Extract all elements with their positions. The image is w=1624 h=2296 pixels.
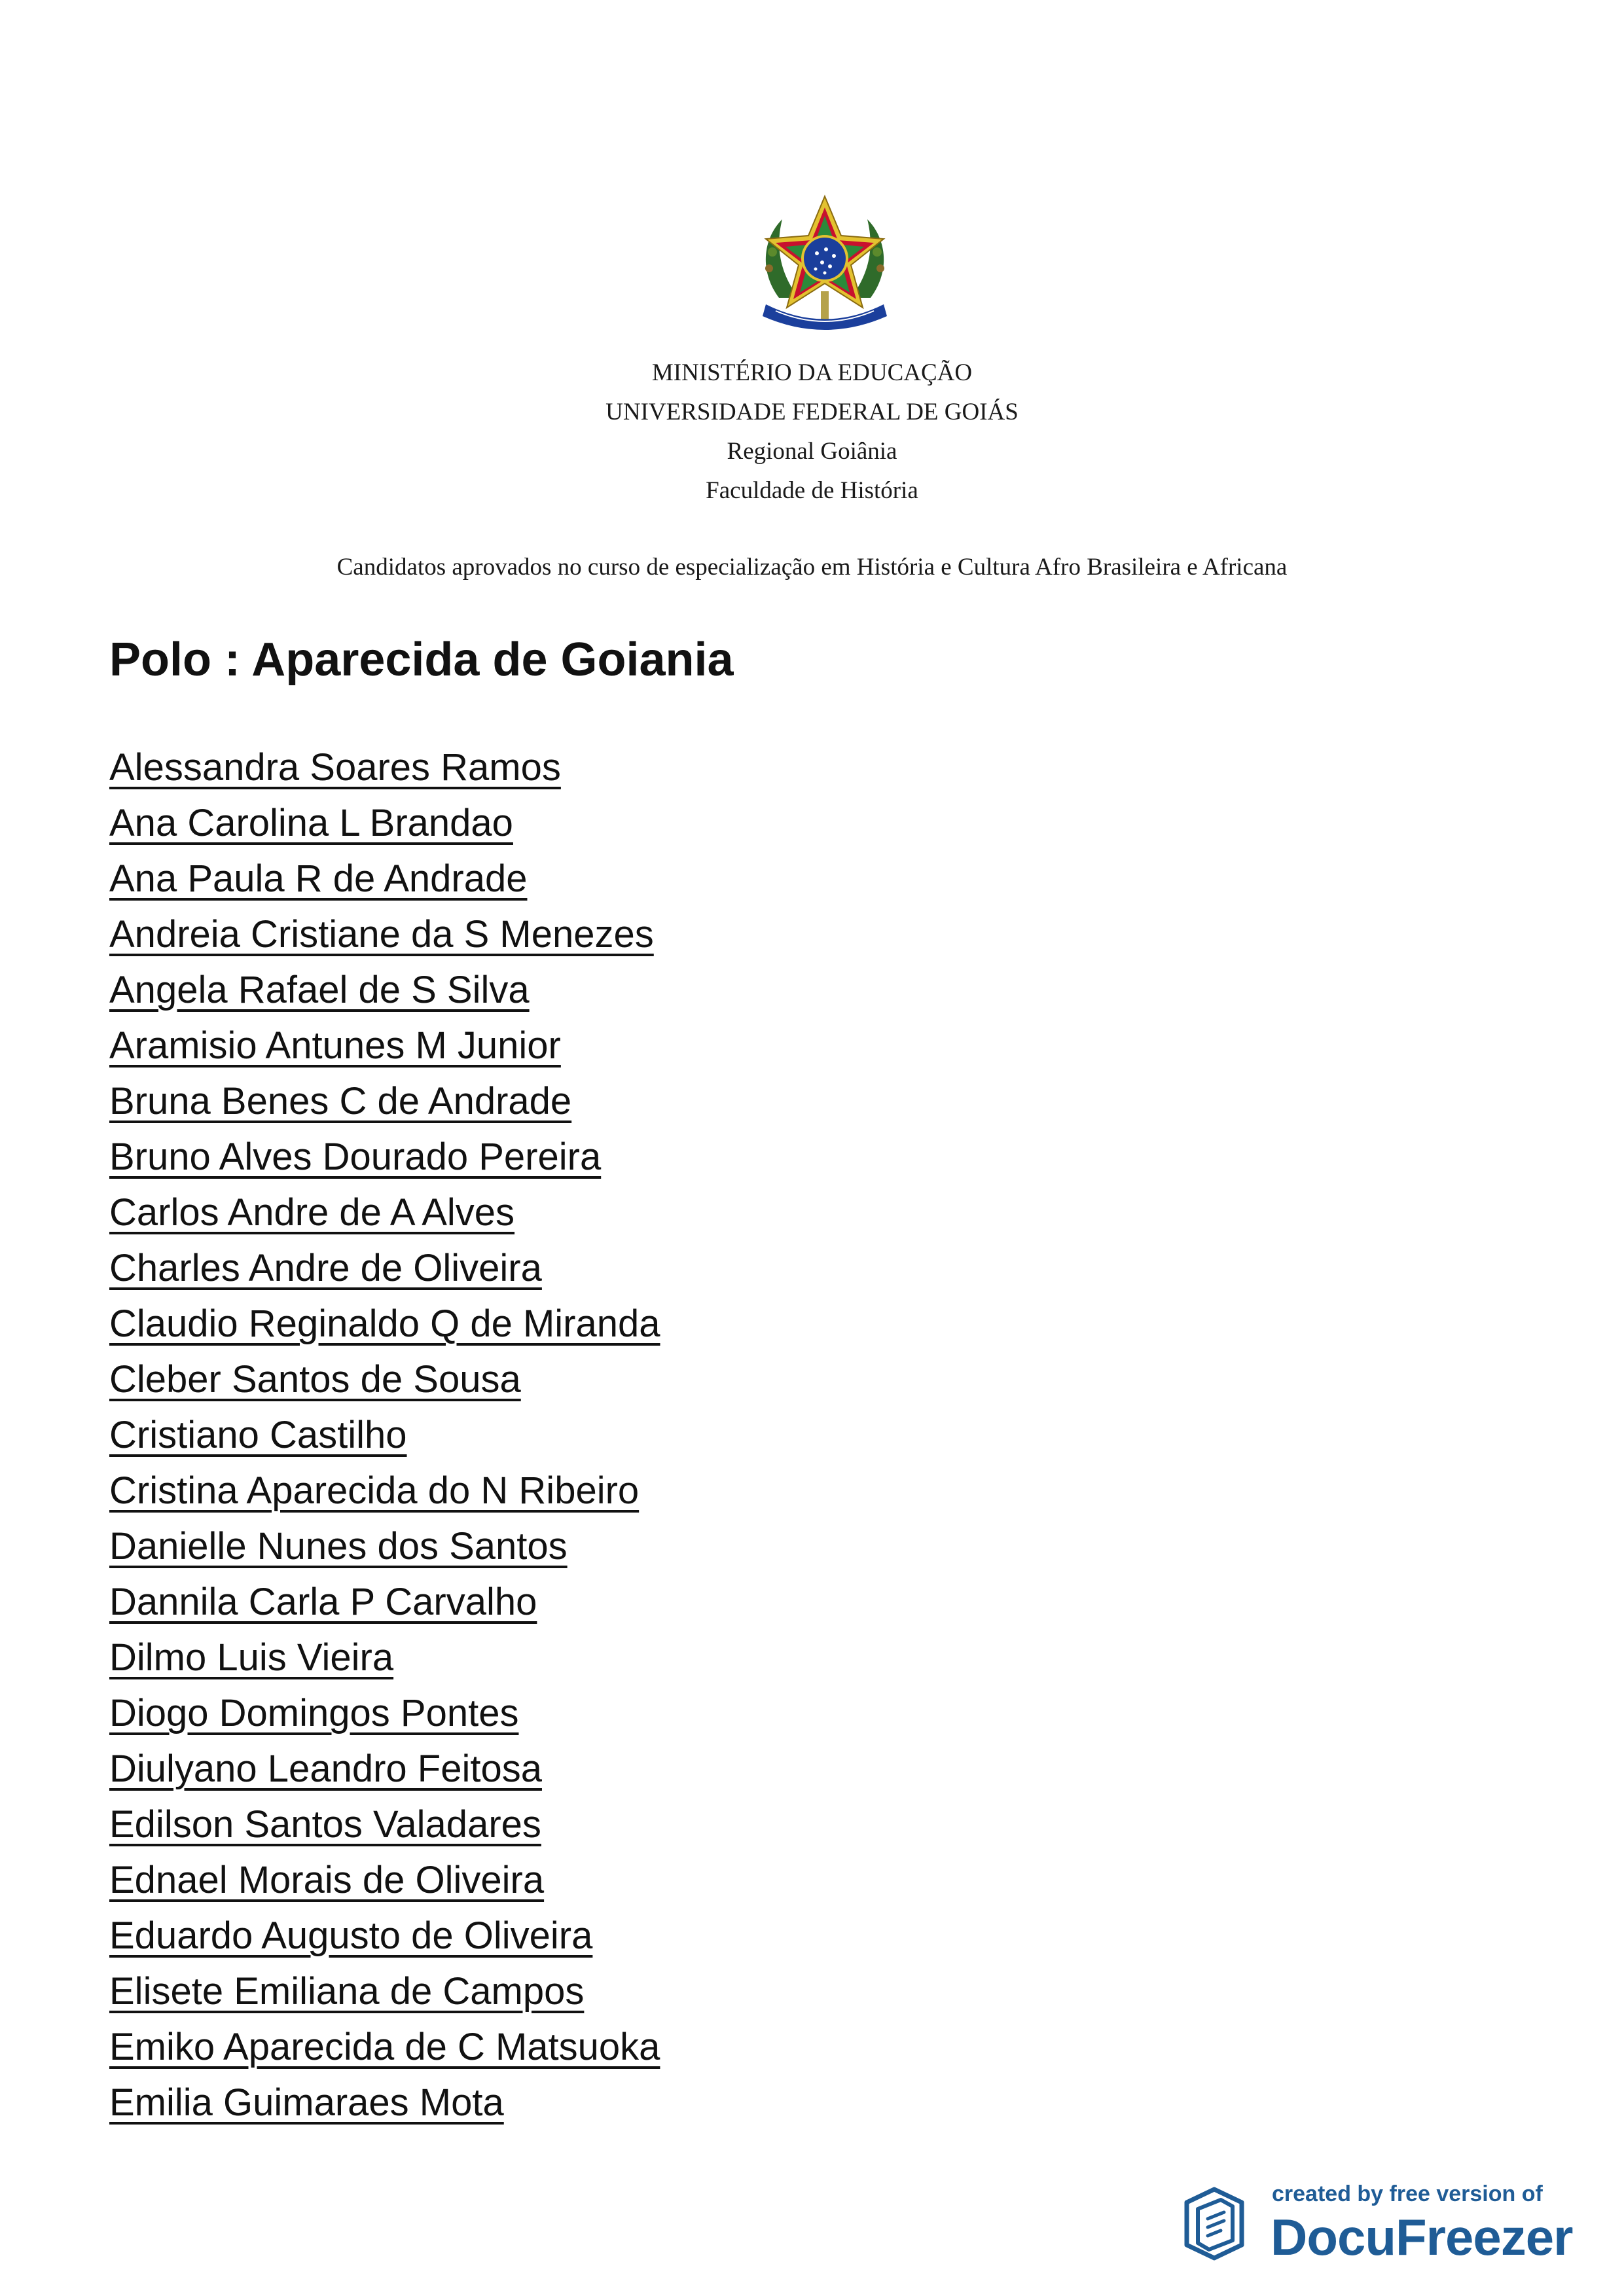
list-item — [109, 1073, 660, 1129]
document-subtitle: Candidatos aprovados no curso de especialização em História e Cultura Afro Brasileira e Africana — [336, 554, 1288, 581]
candidate-link[interactable]: Andreia Cristiane da S Menezes — [109, 913, 654, 956]
candidate-link[interactable]: Carlos Andre de A Alves — [109, 1191, 515, 1234]
candidate-link[interactable]: Claudio Reginaldo Q de Miranda — [109, 1302, 660, 1345]
list-item — [109, 1518, 660, 1574]
list-item — [109, 1185, 660, 1240]
candidate-link[interactable]: Cristiano Castilho — [109, 1414, 407, 1456]
candidate-link[interactable]: Charles Andre de Oliveira — [109, 1247, 542, 1289]
list-item — [109, 1296, 660, 1352]
watermark-caption: created by free version of — [1272, 2181, 1543, 2206]
candidate-link[interactable]: Elisete Emiliana de Campos — [109, 1970, 585, 2013]
list-item — [109, 1574, 660, 1630]
list-item — [109, 1352, 660, 1407]
list-item — [109, 740, 660, 795]
list-item — [109, 1852, 660, 1908]
candidate-link[interactable]: Bruno Alves Dourado Pereira — [109, 1136, 602, 1178]
list-item — [109, 1685, 660, 1741]
candidate-link[interactable]: Danielle Nunes dos Santos — [109, 1525, 568, 1568]
list-item — [109, 1463, 660, 1518]
candidate-link[interactable]: Bruna Benes C de Andrade — [109, 1080, 572, 1122]
candidate-link[interactable]: Diogo Domingos Pontes — [109, 1692, 519, 1734]
list-item — [109, 851, 660, 906]
list-item — [109, 906, 660, 962]
polo-title: Polo : Aparecida de Goiania — [109, 634, 734, 686]
list-item — [109, 1129, 660, 1185]
list-item — [109, 1797, 660, 1852]
list-item — [109, 2075, 660, 2130]
list-item — [109, 1018, 660, 1073]
coat-of-arms-icon — [753, 193, 897, 331]
regional-title: Regional Goiânia — [727, 438, 897, 465]
list-item — [109, 1908, 660, 1964]
candidate-link[interactable]: Eduardo Augusto de Oliveira — [109, 1914, 593, 1957]
list-item — [109, 1240, 660, 1296]
faculty-title: Faculdade de História — [706, 477, 918, 504]
list-item — [109, 1630, 660, 1685]
list-item — [109, 2019, 660, 2075]
candidate-link[interactable]: Emilia Guimaraes Mota — [109, 2081, 504, 2124]
document-header — [0, 353, 1624, 511]
list-item — [109, 1964, 660, 2019]
candidate-link[interactable]: Ana Paula R de Andrade — [109, 857, 528, 900]
document-stack-icon — [1175, 2183, 1254, 2261]
candidate-link[interactable]: Dannila Carla P Carvalho — [109, 1581, 537, 1623]
university-title: UNIVERSIDADE FEDERAL DE GOIÁS — [605, 399, 1019, 425]
candidate-link[interactable]: Diulyano Leandro Feitosa — [109, 1748, 542, 1790]
list-item — [109, 795, 660, 851]
list-item — [109, 1741, 660, 1797]
candidate-link[interactable]: Cristina Aparecida do N Ribeiro — [109, 1469, 640, 1512]
candidate-link[interactable]: Angela Rafael de S Silva — [109, 969, 530, 1011]
candidate-link[interactable]: Dilmo Luis Vieira — [109, 1636, 394, 1679]
candidate-link[interactable]: Ednael Morais de Oliveira — [109, 1859, 545, 1901]
candidate-link[interactable]: Aramisio Antunes M Junior — [109, 1024, 561, 1067]
candidate-link[interactable]: Ana Carolina L Brandao — [109, 802, 513, 844]
approved-candidates-list — [109, 740, 660, 2130]
ministry-title: MINISTÉRIO DA EDUCAÇÃO — [651, 359, 973, 386]
candidate-link[interactable]: Cleber Santos de Sousa — [109, 1358, 521, 1401]
candidate-link[interactable]: Edilson Santos Valadares — [109, 1803, 541, 1846]
docufreezer-watermark — [1175, 2176, 1581, 2268]
candidate-link[interactable]: Emiko Aparecida de C Matsuoka — [109, 2026, 660, 2068]
list-item — [109, 962, 660, 1018]
candidate-link[interactable]: Alessandra Soares Ramos — [109, 746, 561, 789]
list-item — [109, 1407, 660, 1463]
watermark-brand: DocuFreezer — [1271, 2208, 1573, 2266]
